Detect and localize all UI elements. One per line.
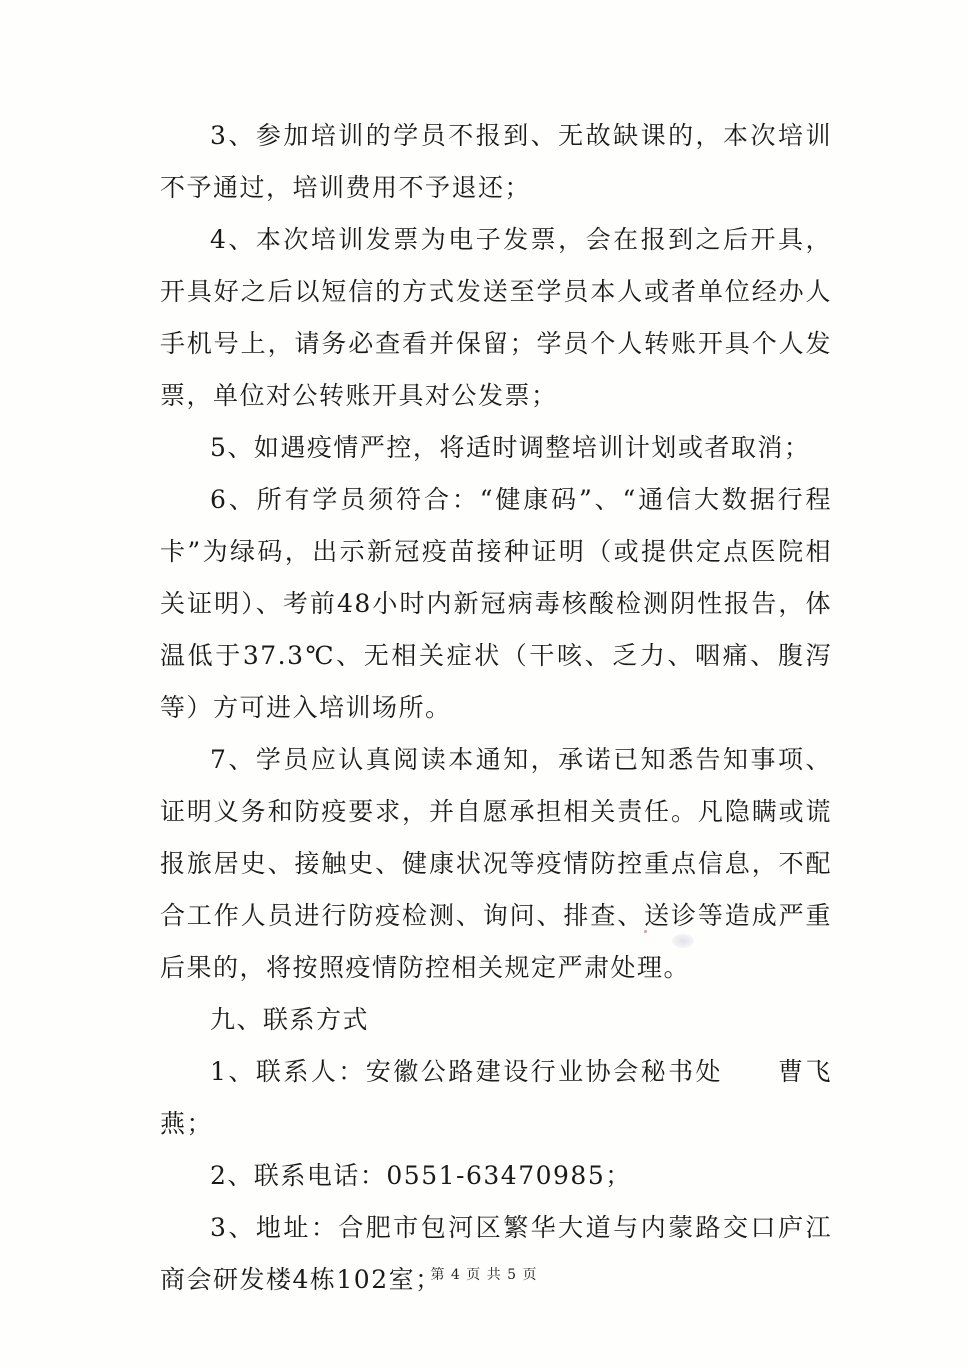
scan-speck bbox=[644, 930, 647, 933]
document-body bbox=[160, 110, 832, 1306]
contact-phone: 2、联系电话：0551-63470985； bbox=[210, 1161, 632, 1190]
paragraph-item-4: 4、本次培训发票为电子发票，会在报到之后开具，开具好之后以短信的方式发送至学员本人或者单位经办人手机号上，请务必查看并保留；学员个人转账开具个人发票，单位对公转账开具对公发票； bbox=[160, 225, 832, 410]
contact-person: 1、联系人：安徽公路建设行业协会秘书处 曹飞燕； bbox=[160, 1057, 832, 1138]
scan-smudge bbox=[672, 934, 694, 948]
paragraph-item-3: 3、参加培训的学员不报到、无故缺课的，本次培训不予通过，培训费用不予退还； bbox=[160, 121, 832, 202]
paragraph-item-6: 6、所有学员须符合：“健康码”、“通信大数据行程卡”为绿码，出示新冠疫苗接种证明（或提供定点医院相关证明）、考前48小时内新冠病毒核酸检测阴性报告，体温低于37.3℃、无相关症状（干咳、乏力、咽痛、腹泻等）方可进入培训场所。 bbox=[160, 485, 832, 722]
section-heading-contact: 九、联系方式 bbox=[210, 1005, 370, 1034]
paragraph-item-5: 5、如遇疫情严控，将适时调整培训计划或者取消； bbox=[210, 433, 811, 462]
page-number-footer: 第 4 页 共 5 页 bbox=[430, 1267, 538, 1283]
contact-address: 3、地址：合肥市包河区繁华大道与内蒙路交口庐江商会研发楼4栋102室； bbox=[160, 1213, 832, 1294]
paragraph-item-7: 7、学员应认真阅读本通知，承诺已知悉告知事项、证明义务和防疫要求，并自愿承担相关责任。凡隐瞒或谎报旅居史、接触史、健康状况等疫情防控重点信息，不配合工作人员进行防疫检测、询问、排查、送诊等造成严重后果的，将按照疫情防控相关规定严肃处理。 bbox=[160, 745, 832, 982]
